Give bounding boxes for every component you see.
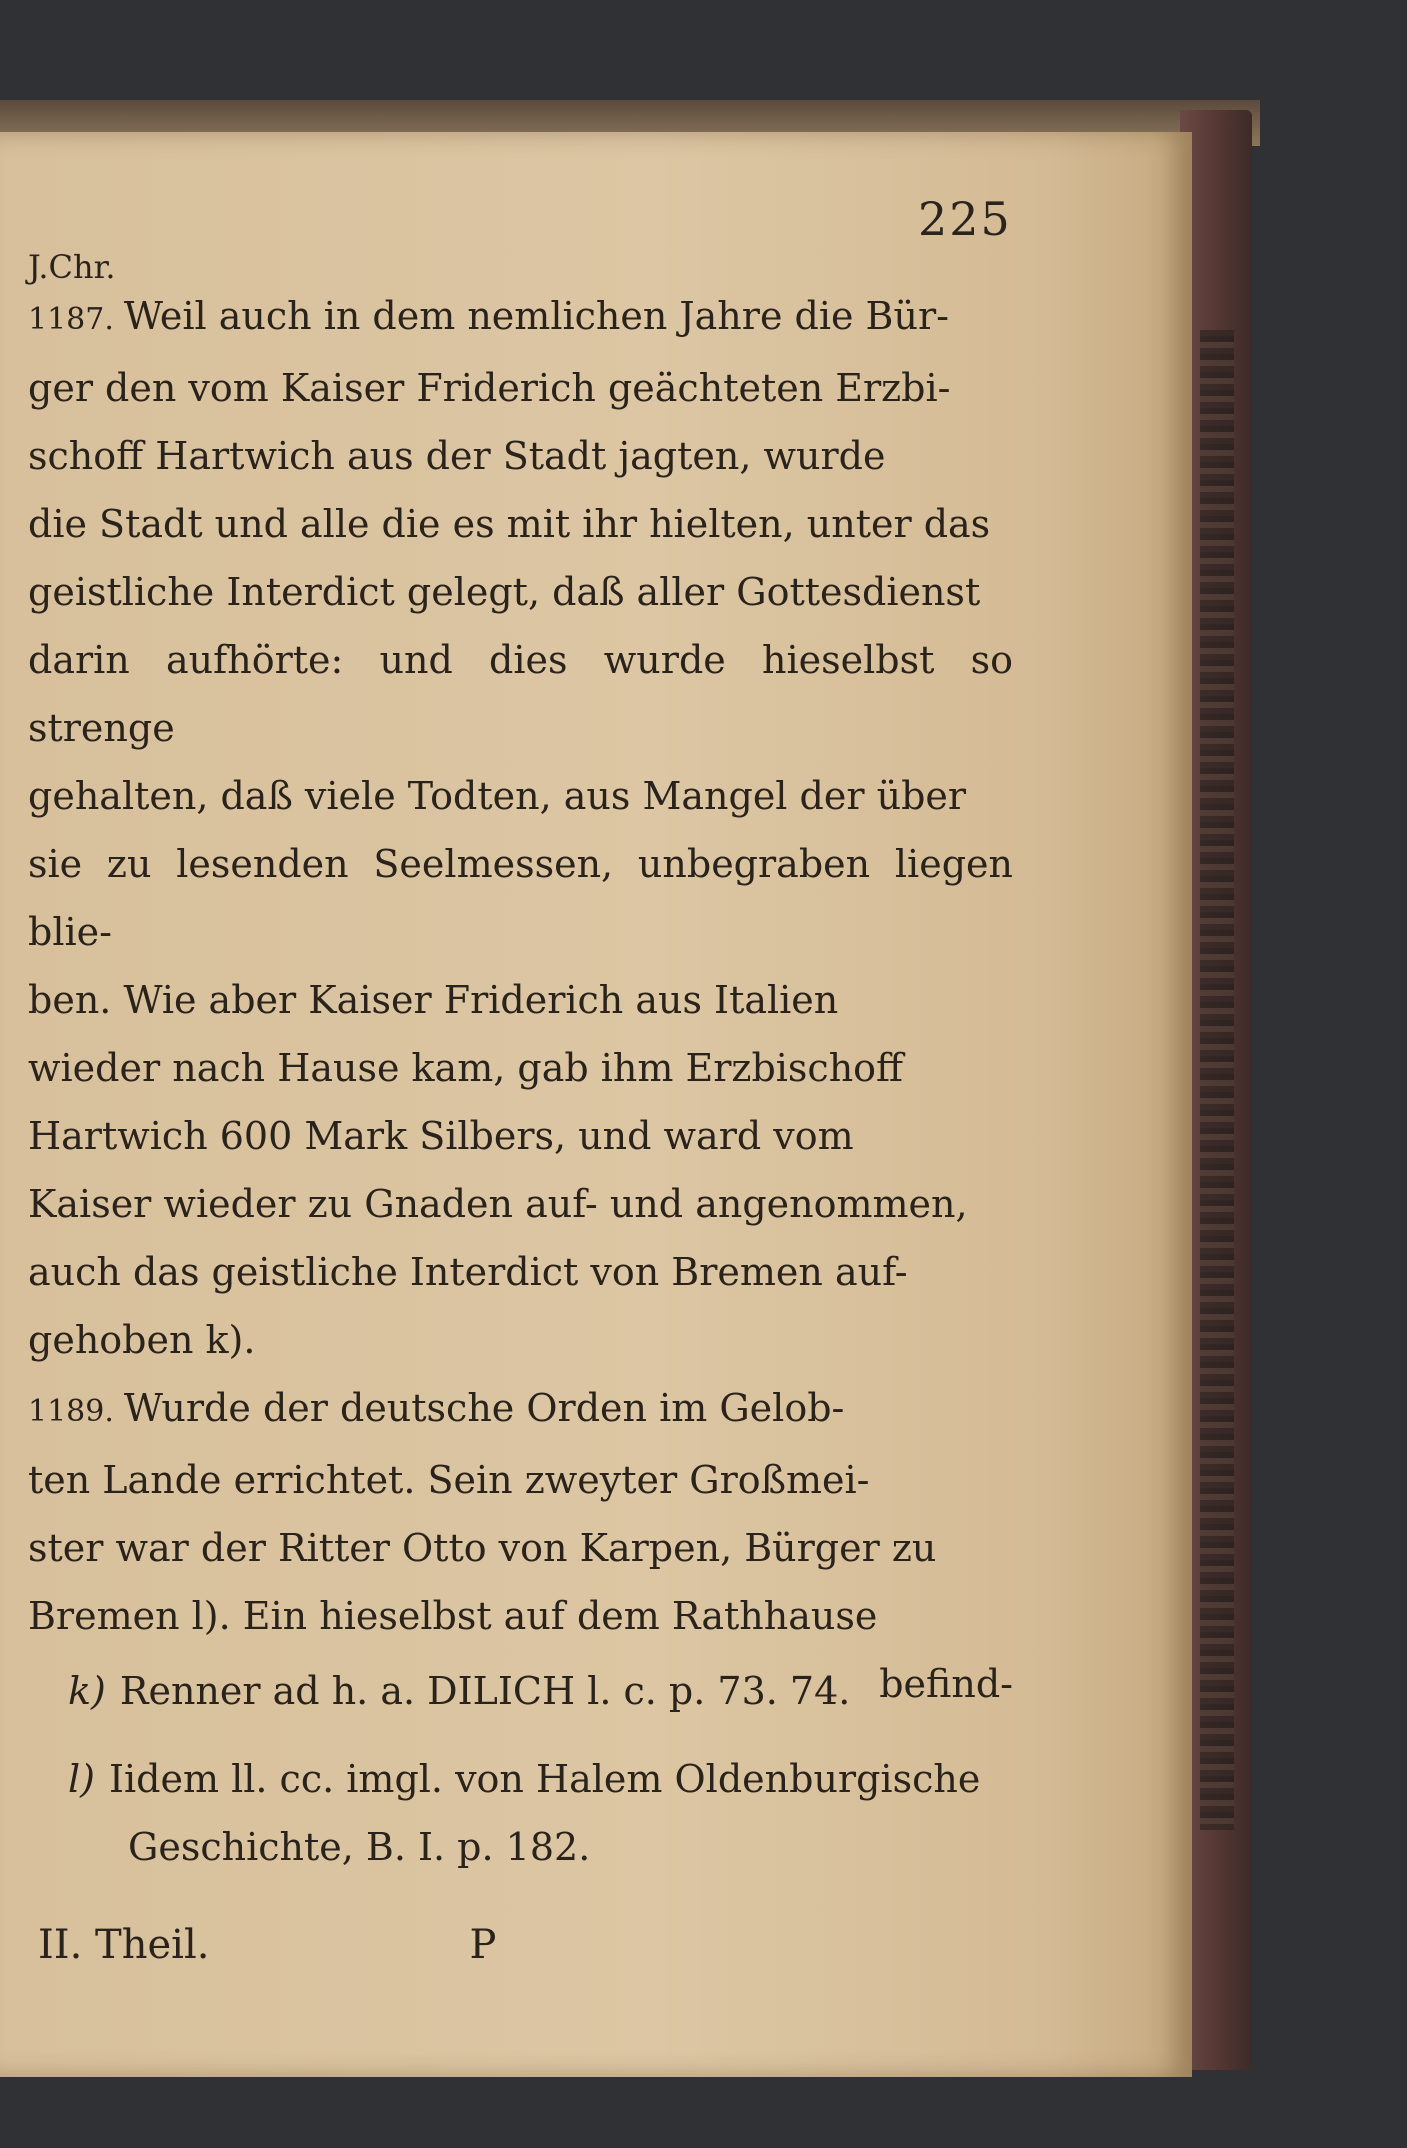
text-line: Hartwich 600 Mark Silbers, und ward vom xyxy=(28,1114,854,1158)
text-line: auch das geistliche Interdict von Bremen auf- xyxy=(28,1250,908,1294)
text-line: geistliche Interdict gelegt, daß aller Gottesdienst xyxy=(28,570,981,614)
paragraph-1187 xyxy=(28,282,1013,1374)
volume-label: II. Theil. xyxy=(38,1922,210,1968)
text-line: schoff Hartwich aus der Stadt jagten, wurde xyxy=(28,434,886,478)
footnotes xyxy=(68,1657,1028,1901)
catchword: befind- xyxy=(879,1662,1013,1706)
footnote-l: l) Iidem ll. cc. imgl. von Halem Oldenburgische Geschichte, B. I. p. 182. xyxy=(68,1757,981,1869)
text-line: darin aufhörte: und dies wurde hieselbst so strenge xyxy=(28,638,1013,750)
text-line: ten Lande errichtet. Sein zweyter Großmei- xyxy=(28,1458,870,1502)
year-1187: 1187. xyxy=(28,302,114,337)
text-line: die Stadt und alle die es mit ihr hielten, unter das xyxy=(28,502,991,546)
text-line: sie zu lesenden Seelmessen, unbegraben liegen blie- xyxy=(28,842,1013,954)
signature-line xyxy=(38,1922,638,1968)
text-line: 1189. Wurde der deutsche Orden im Gelob- xyxy=(28,1386,845,1430)
text-line: ger den vom Kaiser Friderich geächteten Erzbi- xyxy=(28,366,951,410)
text-line: ster war der Ritter Otto von Karpen, Bürger zu xyxy=(28,1526,937,1570)
signature-mark: P xyxy=(469,1922,497,1968)
footnote-k-mark: k) xyxy=(68,1669,106,1713)
footnote-l-mark: l) xyxy=(68,1757,95,1801)
text-line: Bremen l). Ein hieselbst auf dem Rathhause xyxy=(28,1594,878,1638)
page-number: 225 xyxy=(918,192,1012,246)
footnote-k: k) Renner ad h. a. DILICH l. c. p. 73. 74. xyxy=(68,1669,851,1713)
text-line: ben. Wie aber Kaiser Friderich aus Italien xyxy=(28,978,839,1022)
text-line: Kaiser wieder zu Gnaden auf- und angenommen, xyxy=(28,1182,968,1226)
book-page xyxy=(0,132,1192,2077)
text-line: wieder nach Hause kam, gab ihm Erzbischoff xyxy=(28,1046,904,1090)
body-text xyxy=(28,282,1013,1718)
year-1189: 1189. xyxy=(28,1394,114,1429)
margin-era: J.Chr. xyxy=(28,248,116,286)
text-line: gehalten, daß viele Todten, aus Mangel der über xyxy=(28,774,967,818)
text-line: gehoben k). xyxy=(28,1318,256,1362)
text-line: 1187. Weil auch in dem nemlichen Jahre die Bür- xyxy=(28,294,949,338)
